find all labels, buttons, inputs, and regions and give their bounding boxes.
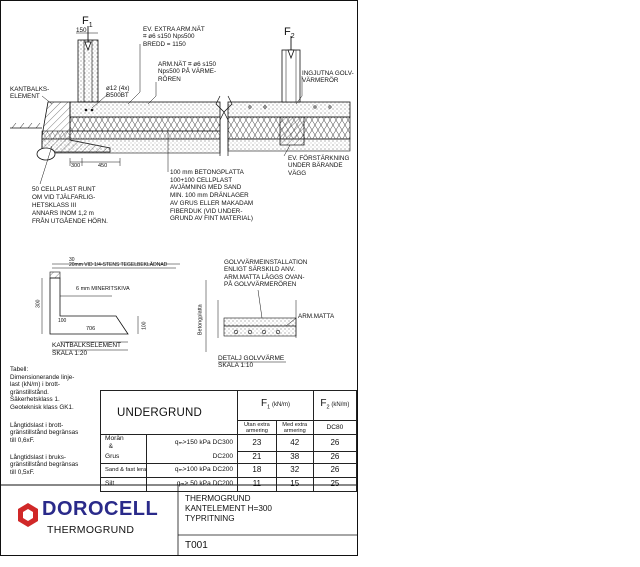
table-col-dc80: DC80 — [313, 421, 356, 435]
row-soil: Morän & — [101, 435, 147, 452]
row-soil: Grus — [101, 451, 147, 463]
gv-betongplatta: Betongplatta — [197, 304, 204, 336]
dorocell-logo-icon — [18, 503, 38, 527]
brand-subtitle: THERMOGRUND — [47, 524, 135, 536]
gv-scale: SKALA 1:10 — [218, 362, 254, 369]
notes-tabell: Tabell: — [10, 366, 29, 373]
golvvarme-detail-drawing — [206, 280, 296, 362]
gv-installation-note: GOLVVÄRMEINSTALLATION ENLIGT SÄRSKILD ANV. ARM.MATTA LÄGGS OVAN- PÅ GOLVVÄRMERÖREN — [224, 259, 308, 289]
row-f2: 26 — [313, 435, 356, 452]
kb-title: KANTBALKSELEMENT — [52, 342, 121, 349]
dim-450: 450 — [98, 163, 108, 169]
arm-nat-note: ARM.NÄT ⌗ ø6 s150 Nps500 PÅ VÄRME- RÖREN — [158, 61, 217, 83]
force-f2-label: $F_2$ — [284, 26, 295, 41]
title-line2: KANTELEMENT H=300 — [185, 504, 272, 513]
kb-dim-706: 706 — [86, 326, 96, 332]
force-f1-label: $F_1$ — [82, 15, 93, 30]
notes-n2: Långtidslast i brott- gränstillstånd begränsas till 0,6xF. — [10, 422, 79, 444]
gv-arm-matta: ARM.MATTA — [298, 313, 335, 320]
table-col-med: Med extra armering — [276, 421, 313, 435]
row-cond: qₘ>150 kPa DC300 — [147, 435, 238, 452]
table-title: UNDERGRUND — [101, 391, 238, 435]
row-f2: 26 — [313, 451, 356, 463]
kb-note-20mm: 20mm VID 1/4-STENS TEGELBEKLÄDNAD — [69, 262, 168, 268]
row-soil: Sand & fast lera — [101, 463, 147, 477]
row-med: 15 — [276, 477, 313, 491]
row-utan: 11 — [238, 477, 277, 491]
drawing-number: T001 — [185, 540, 208, 551]
table-col-utan: Utan extra armering — [238, 421, 277, 435]
ingjutna-note: INGJUTNA GOLV- VÄRMERÖR — [302, 70, 354, 85]
dim-150: 150 — [76, 27, 87, 34]
table-row — [101, 451, 357, 463]
kantbalk-detail-drawing — [42, 264, 180, 350]
title-line1: THERMOGRUND — [185, 494, 251, 503]
row-utan: 23 — [238, 435, 277, 452]
notes-n3: Långtidslast i bruks- gränstillstånd begränsas till 0,5xF. — [10, 454, 79, 476]
kb-dim-300: 300 — [35, 299, 42, 308]
ev-forstarkning-note: EV. FÖRSTÄRKNING UNDER BÄRANDE VÄGG — [288, 155, 350, 177]
table-f2-header: $F_2$ (kN/m) — [313, 391, 356, 421]
row-med: 38 — [276, 451, 313, 463]
row-f2: 25 — [313, 477, 356, 491]
row-f2: 26 — [313, 463, 356, 477]
row-utan: 18 — [238, 463, 277, 477]
kb-dim-100: 100 — [58, 318, 67, 324]
load-table — [100, 390, 357, 492]
table-row — [101, 463, 357, 477]
row-cond: qₘ>100 kPa DC200 — [147, 463, 238, 477]
row-cond: DC200 — [147, 451, 238, 463]
ev-extra-arm-note: EV. EXTRA ARM.NÄT ⌗ ø6 s150 Nps500 BREDD = 1150 — [143, 26, 205, 48]
kb-scale: SKALA 1:20 — [52, 350, 88, 357]
kb-dim-100b: 100 — [141, 321, 148, 330]
row-med: 32 — [276, 463, 313, 477]
table-row — [101, 477, 357, 491]
dim-300: 300 — [71, 163, 81, 169]
title-line3: TYPRITNING — [185, 514, 235, 523]
kantbalk-note: KANTBALKS- ELEMENT — [10, 86, 50, 101]
cellplast-runt-note: 50 CELLPLAST RUNT OM VID TJÄLFARLIG- HETSKLASS III ANNARS INOM 1,2 m FRÅN UTGÅENDE HÖRN. — [32, 186, 108, 226]
row-soil: Silt — [101, 477, 147, 491]
kb-mineritskiva: 6 mm MINERITSKIVA — [76, 286, 130, 292]
notes-n1: Dimensionerande linje- last (kN/m) i brott- gränstillstånd. Säkerhetsklass 1. Geoteknisk klass GK1. — [10, 374, 75, 411]
phi12-note: ø12 (4x) B500BT — [106, 85, 130, 100]
kb-dim-30: 30 — [69, 257, 75, 263]
betongplatta-note: 100 mm BETONGPLATTA 100+100 CELLPLAST AVJÄMNING MED SAND MIN. 100 mm DRÄNLAGER AV GRUS ELLER MAKADAM FIBERDUK (VID UNDER- GRUND AV FINT MATERIAL) — [170, 169, 254, 223]
brand-name: DOROCELL — [42, 498, 159, 520]
row-med: 42 — [276, 435, 313, 452]
table-f1-header: $F_1$ (kN/m) — [238, 391, 314, 421]
table-row — [101, 435, 357, 452]
gv-title: DETALJ GOLVVÄRME — [218, 355, 285, 362]
row-cond: qₘ> 50 kPa DC200 — [147, 477, 238, 491]
row-utan: 21 — [238, 451, 277, 463]
